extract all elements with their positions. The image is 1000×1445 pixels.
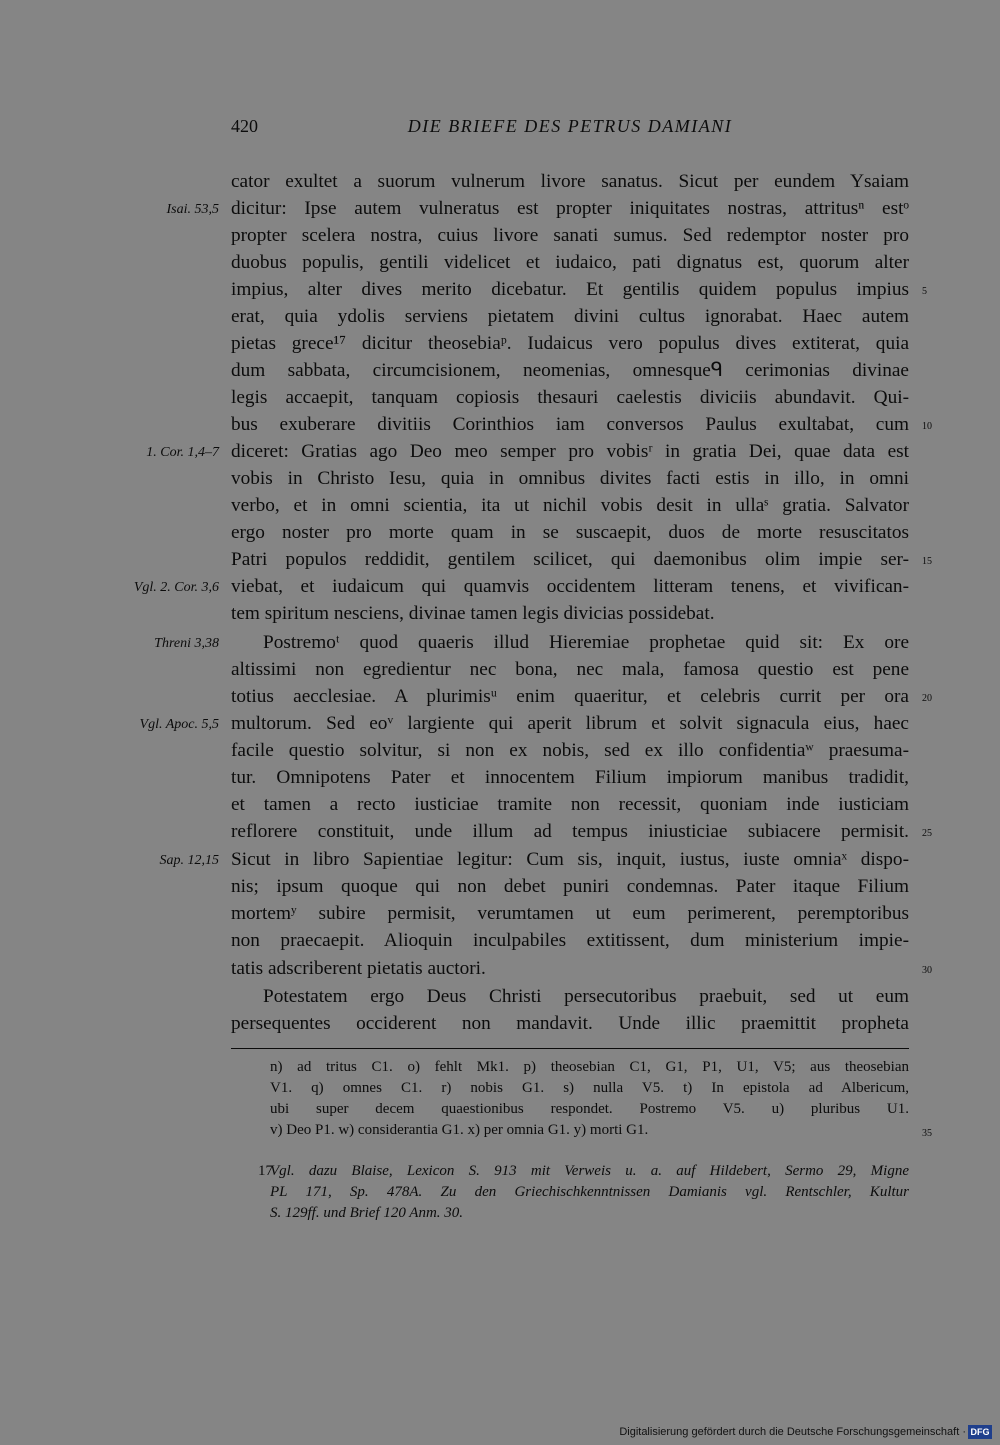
text-line: facile questio solvitur, si non ex nobis, sed ex illo confidentiaʷ praesuma- [231,740,909,761]
text-line: altissimi non egredientur nec bona, nec mala, famosa questio est pene [231,659,909,680]
line-number: 10 [922,421,932,432]
apparatus-divider [231,1048,909,1049]
line-number: 30 [922,965,932,976]
page-number: 420 [231,116,258,136]
footnote-line: S. 129ff. und Brief 120 Anm. 30. [270,1205,464,1221]
margin-reference: Vgl. Apoc. 5,5 [139,717,219,732]
footnote-line: PL 171, Sp. 478A. Zu den Griechischkenntnissen Damianis vgl. Rentschler, Kultur [270,1184,909,1200]
text-line: propter scelera nostra, cuius livore sanati sumus. Sed redemptor noster pro [231,225,909,246]
line-number: 5 [922,286,927,297]
digitization-credit: Digitalisierung gefördert durch die Deutsche Forschungsgemeinschaft · [619,1426,966,1438]
margin-reference: Threni 3,38 [154,636,219,651]
running-title: DIE BRIEFE DES PETRUS DAMIANI [407,116,733,136]
text-line: bus exuberare divitiis Corinthios iam conversos Paulus exultabat, cum [231,414,909,435]
text-line: vobis in Christo Iesu, quia in omnibus divites facti estis in illo, in omni [231,468,909,489]
text-line: et tamen a recto iusticiae tramite non recessit, quoniam inde iusticiam [231,794,909,815]
text-line: verbo, et in omni scientia, ita ut nichil vobis desit in ullaˢ gratia. Salvator [231,495,909,516]
text-line: mortemʸ subire permisit, verumtamen ut eum perimerent, peremptoribus [231,903,909,924]
text-line: totius aecclesiae. A plurimisᵘ enim quaeritur, et celebris currit per ora [231,686,909,707]
margin-reference: Vgl. 2. Cor. 3,6 [133,580,219,595]
text-line: cator exultet a suorum vulnerum livore sanatus. Sicut per eundem Ysaiam [231,171,909,192]
text-line: impius, alter dives merito dicebatur. Et gentilis quidem populus impius [231,279,909,300]
footnote-line: Vgl. dazu Blaise, Lexicon S. 913 mit Verweis u. a. auf Hildebert, Sermo 29, Migne [270,1163,909,1179]
text-line: ergo noster pro morte quam in se suscaepit, duos de morte resuscitatos [231,522,909,543]
text-line: dum sabbata, circumcisionem, neomenias, omnesqueᑫ cerimonias divinae [231,360,909,381]
apparatus-line: V1. q) omnes C1. r) nobis G1. s) nulla V5. t) In epistola ad Albericum, [270,1080,909,1096]
text-line: tatis adscriberent pietatis auctori. [231,958,486,979]
text-line: nis; ipsum quoque qui non debet puniri condemnas. Pater itaque Filium [231,876,909,897]
line-number: 35 [922,1128,932,1139]
footnote-number: 17 [258,1163,273,1179]
margin-reference: Sap. 12,15 [159,853,219,868]
text-line: pietas grece¹⁷ dicitur theosebiaᵖ. Iudaicus vero populus dives extiterat, quia [231,333,909,354]
text-line: multorum. Sed eoᵛ largiente qui aperit librum et solvit signacula eius, haec [231,713,909,734]
text-line: viebat, et iudaicum qui quamvis occidentem litteram tenens, et vivifican- [231,576,909,597]
page-header [231,116,909,142]
text-line: legis accaepit, tanquam copiosis thesauri caelestis diviciis abundavit. Qui- [231,387,909,408]
text-line: diceret: Gratias ago Deo meo semper pro vobisʳ in gratia Dei, quae data est [231,441,909,462]
apparatus-line: n) ad tritus C1. o) fehlt Mk1. p) theosebian C1, G1, P1, U1, V5; aus theosebian [270,1059,909,1075]
text-line: Potestatem ergo Deus Christi persecutoribus praebuit, sed ut eum [263,986,909,1007]
text-line: Patri populos reddidit, gentilem scilicet, qui daemonibus olim impie ser- [231,549,909,570]
line-number: 20 [922,693,932,704]
margin-reference: Isai. 53,5 [166,202,219,217]
margin-reference: 1. Cor. 1,4–7 [146,445,219,460]
text-line: dicitur: Ipse autem vulneratus est propter iniquitates nostras, attritusⁿ estᵒ [231,198,909,219]
text-line: reflorere constituit, unde illum ad tempus iniusticiae subiacere permisit. [231,821,909,842]
text-line: duobus populis, gentili videlicet et iudaico, pati dignatus est, quorum alter [231,252,909,273]
text-line: tem spiritum nesciens, divinae tamen legis divicias possidebat. [231,603,715,624]
text-line: Postremoᵗ quod quaeris illud Hieremiae prophetae quid sit: Ex ore [263,632,909,653]
dfg-logo: DFG [968,1425,992,1439]
text-line: erat, quia ydolis serviens pietatem divini cultus ignorabat. Haec autem [231,306,909,327]
line-number: 25 [922,828,932,839]
text-line: tur. Omnipotens Pater et innocentem Filium impiorum manibus tradidit, [231,767,909,788]
apparatus-line: ubi super decem quaestionibus respondet. Postremo V5. u) pluribus U1. [270,1101,909,1117]
text-line: Sicut in libro Sapientiae legitur: Cum sis, inquit, iustus, iuste omniaˣ dispo- [231,849,909,870]
line-number: 15 [922,556,932,567]
apparatus-line: v) Deo P1. w) considerantia G1. x) per omnia G1. y) morti G1. [270,1122,649,1138]
text-line: persequentes occiderent non mandavit. Unde illic praemittit propheta [231,1013,909,1034]
text-line: non praecaepit. Alioquin inculpabiles extitissent, dum ministerium impie- [231,930,909,951]
